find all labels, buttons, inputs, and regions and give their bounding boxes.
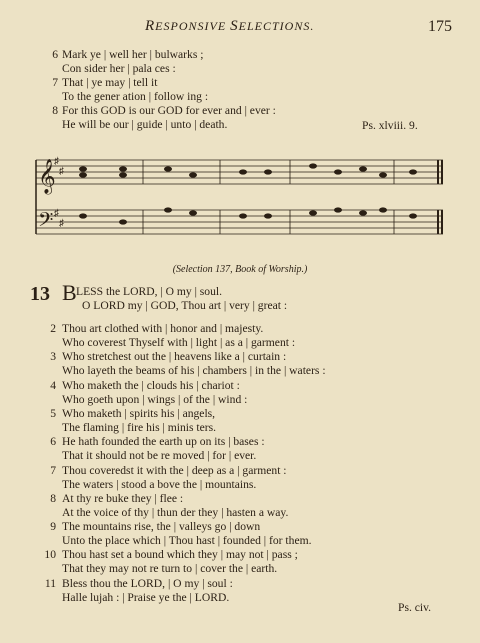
verse-line-1: At thy re buke they | flee : [62, 491, 184, 505]
verse-line-1: Who maketh the | clouds his | chariot : [62, 378, 240, 392]
svg-text:♯: ♯ [59, 218, 64, 229]
chant-music-score [28, 150, 448, 250]
verse-number: 8 [50, 491, 56, 505]
verse-line-2: That it should not be re moved | for | ever. [62, 449, 257, 463]
drop-cap: B [62, 280, 77, 305]
verse-line-1: Thou coveredst it with the | deep as a | garment : [62, 463, 287, 477]
verse-number: 9 [50, 520, 56, 534]
svg-text:♯: ♯ [59, 166, 64, 177]
page-header [0, 18, 480, 38]
verse-number: 4 [50, 378, 56, 392]
svg-text:𝄢: 𝄢 [38, 208, 54, 236]
psalm-reference: Ps. civ. [398, 601, 432, 614]
verse-number: 11 [44, 576, 56, 590]
verse-number: 6 [52, 48, 58, 61]
verse-line-2: O LORD my | GOD, Thou art | very | great : [82, 299, 288, 312]
verse-line-2: The waters | stood a bove the | mountains. [62, 477, 257, 491]
verse-line-2: Con sider her | pala ces : [62, 62, 176, 75]
verse-number: 6 [50, 435, 56, 449]
verse-line-1: Bless thou the LORD, | O my | soul : [62, 576, 233, 590]
svg-text:𝄞: 𝄞 [38, 159, 56, 194]
verse-line-2: To the gener ation | follow ing : [62, 90, 209, 103]
verse-line-1: The mountains rise, the | valleys go | down [62, 520, 261, 534]
verse-number: 10 [44, 548, 56, 562]
verse-number: 7 [50, 463, 56, 477]
verse-line-2: Who goeth upon | wings | of the | wind : [62, 392, 248, 406]
verse-number: 2 [50, 322, 56, 335]
verse-line-1: Mark ye | well her | bulwarks ; [62, 48, 204, 61]
verse-number: 8 [52, 104, 58, 117]
verse-line-2: At the voice of thy | thun der they | hasten a way. [62, 505, 289, 519]
verse-line-2: He will be our | guide | unto | death. [62, 118, 228, 131]
verse-line-2: The flaming | fire his | minis ters. [62, 420, 217, 434]
running-title-word2: ELECTIONS. [238, 19, 315, 33]
verse-line-1: Thou art clothed with | honor and | majesty. [62, 322, 264, 335]
verse-line-2: Unto the place which | Thou hast | founded | for them. [62, 534, 312, 548]
svg-text:♯: ♯ [54, 156, 59, 167]
verse-line-2: Who coverest Thyself with | light | as a | garment : [62, 336, 296, 349]
verse-line-1: LESS the LORD, | O my | soul. [76, 285, 223, 298]
verse-line-1: Thou hast set a bound which they | may not | pass ; [62, 548, 298, 562]
verse-line-1: He hath founded the earth up on its | bases : [62, 435, 265, 449]
running-title [145, 18, 314, 35]
selection-caption: (Selection 137, Book of Worship.) [172, 264, 308, 275]
selection-number: 13 [30, 283, 50, 305]
running-title-word1: ESPONSIVE [155, 19, 231, 33]
verse-line-2: That they may not re turn to | cover the | earth. [62, 562, 278, 576]
verse-line-2: Halle lujah : | Praise ye the | LORD. [62, 590, 230, 604]
verse-number: 5 [50, 406, 56, 420]
verse-number: 7 [52, 76, 58, 89]
running-title-initial-s: S [230, 18, 239, 34]
verse-line-2: Who layeth the beams of his | chambers | in the | waters : [62, 364, 326, 378]
psalm-reference: Ps. xlviii. 9. [362, 119, 418, 132]
running-title-initial-r: R [145, 18, 156, 34]
verse-line-1: Who stretchest out the | heavens like a | curtain : [62, 350, 287, 364]
verse-line-1: Who maketh | spirits his | angels, [62, 406, 216, 420]
verse-line-1: That | ye may | tell it [62, 76, 158, 89]
verse-line-1: For this GOD is our GOD for ever and | ever : [62, 104, 276, 117]
page-number: 175 [428, 18, 452, 35]
svg-text:♯: ♯ [54, 208, 59, 219]
verse-number: 3 [50, 350, 56, 364]
